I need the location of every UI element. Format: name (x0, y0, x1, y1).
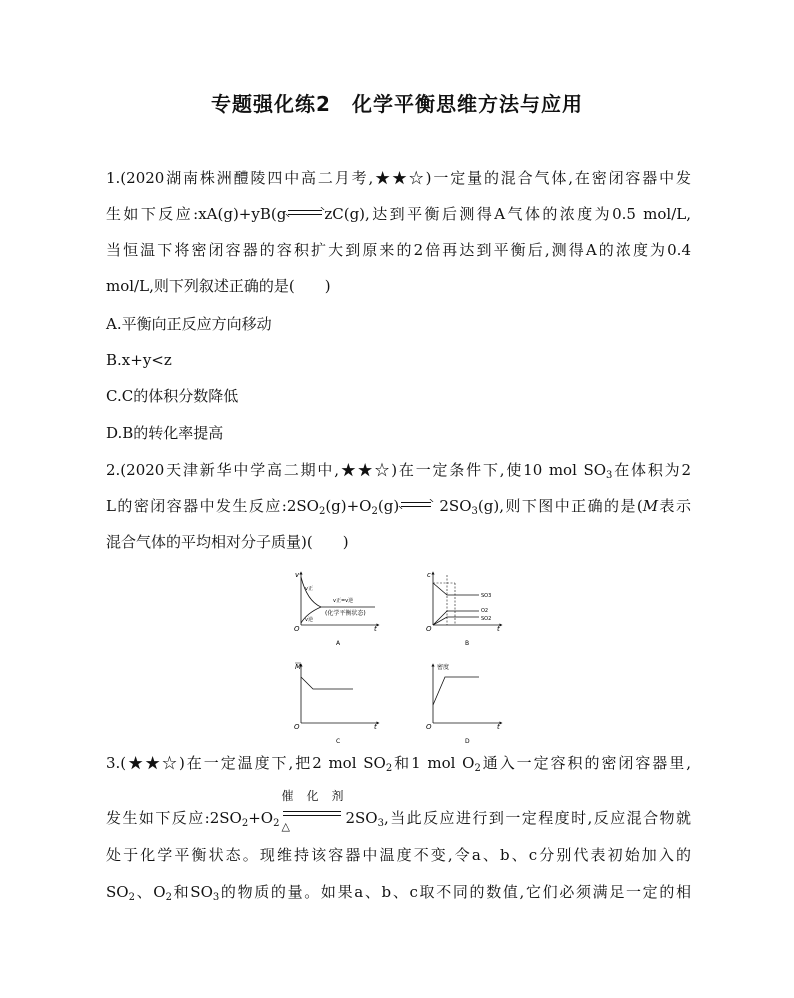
heat-symbol: △ (281, 820, 290, 833)
catalyst-label: 催化剂 (281, 789, 344, 803)
o2-label: O2 (481, 608, 489, 614)
figure-b-label: B (465, 640, 470, 647)
axis-m-label: M (295, 663, 302, 671)
v-reverse-label: v逆 (305, 617, 313, 623)
q1-option-a: A.平衡向正反应方向移动 (106, 315, 272, 333)
q1-option-d: D.B的转化率提高 (106, 424, 224, 442)
origin-label: O (294, 625, 300, 633)
q3-line-4: $SO_2$、$O_2$和$SO_3$的物质的量。如果a、b、c取不同的数值,它们必须满足一定的相 (106, 883, 692, 903)
q2-line-1: 2.(2020天津新华中学高二期中,★★☆)在一定条件下,使10 mol $SO_3$在体积为2 (106, 461, 691, 481)
equal-rate-label: v正=v逆 (333, 598, 354, 604)
figure-a-label: A (336, 640, 341, 647)
figure-b (426, 571, 501, 647)
q1-option-c: C.C的体积分数降低 (106, 387, 239, 405)
figure-a (294, 571, 378, 647)
equilibrium-state-label: (化学平衡状态) (325, 610, 366, 617)
axis-density-label: 密度 (437, 664, 450, 671)
origin-label: O (426, 625, 432, 633)
axis-t-label: t (497, 625, 500, 633)
q3-line-1: 3.(★★☆)在一定温度下,把2 mol $SO_2$和1 mol $O_2$通入一定容积的密闭容器里, (106, 754, 691, 774)
so3-curve (433, 583, 479, 595)
so2-label: SO2 (481, 616, 492, 622)
q2-line-3: 混合气体的平均相对分子质量)( ) (106, 533, 349, 551)
q1-option-b: B.x+y<z (106, 351, 172, 369)
origin-label: O (294, 723, 300, 731)
v-forward-label: v正 (305, 586, 313, 592)
q1-line-4: mol/L,则下列叙述正确的是( ) (106, 277, 331, 295)
o2-curve (433, 611, 479, 625)
figure-c-label: C (336, 738, 341, 745)
axis-t-label: t (374, 625, 377, 633)
equilibrium-arrow-icon (288, 209, 322, 217)
q1-line-1: 1.(2020湖南株洲醴陵四中高二月考,★★☆)一定量的混合气体,在密闭容器中发 (106, 169, 691, 187)
q1-line-2: 生如下反应:xA(g)+yB(g zC(g),达到平衡后测得A气体的浓度为0.5 mol/L, (106, 205, 691, 223)
axis-t-label: t (497, 723, 500, 731)
q3-line-3: 处于化学平衡状态。现维持该容器中温度不变,令a、b、c分别代表初始加入的 (106, 846, 691, 864)
graph-figures (283, 567, 503, 745)
q2-line-2: L的密闭容器中发生反应$:2SO_2(g)+O_2(g)$ $2SO_3(g)$,则下图中正确的是(M表示 (106, 497, 691, 517)
avg-molar-mass-curve (301, 677, 353, 689)
density-curve (433, 677, 479, 705)
figure-d-label: D (465, 738, 470, 745)
page-title: 专题强化练2 化学平衡思维方法与应用 (211, 92, 583, 116)
figure-d (426, 663, 501, 745)
axis-c-label: c (427, 571, 431, 579)
q3-line-2: 发生如下反应$:2SO_2+O_2$ 催化剂 △ $2SO_3$,当此反应进行到一定程度时,反应混合物就 (106, 808, 691, 828)
so3-label: SO3 (481, 593, 492, 599)
catalyst-equilibrium-arrow-icon (281, 789, 344, 833)
equilibrium-arrow-icon (401, 501, 431, 509)
q1-line-3: 当恒温下将密闭容器的容积扩大到原来的2倍再达到平衡后,测得A的浓度为0.4 (106, 241, 691, 259)
figure-c (294, 663, 378, 745)
axis-v-label: v (295, 571, 300, 579)
origin-label: O (426, 723, 432, 731)
axis-t-label: t (374, 723, 377, 731)
